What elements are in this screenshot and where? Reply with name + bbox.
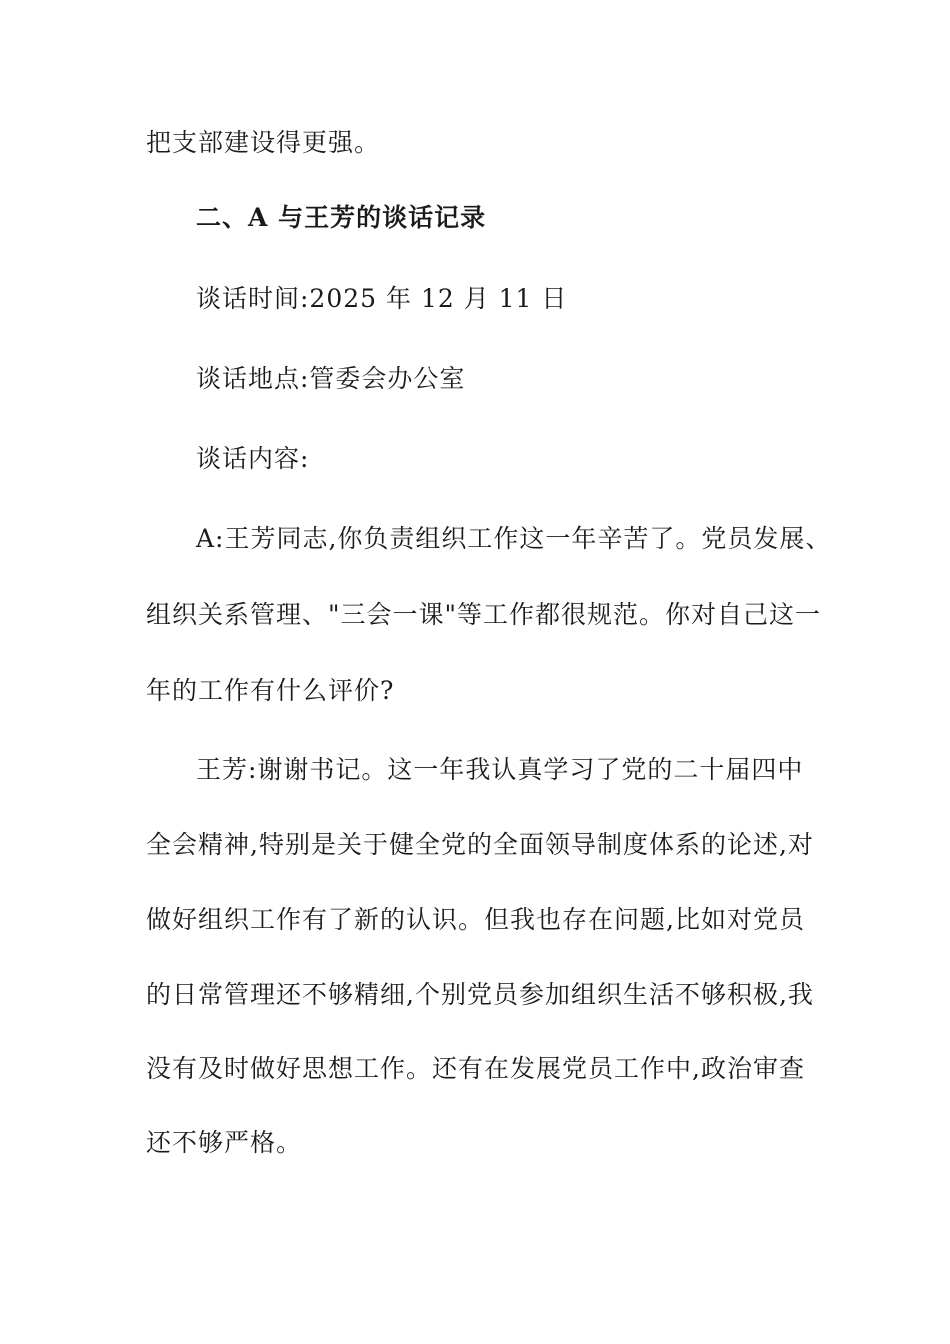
section-heading: 二、A 与王芳的谈话记录 <box>196 203 487 232</box>
paragraph-line: 组织关系管理、"三会一课"等工作都很规范。你对自己这一 <box>146 600 822 629</box>
paragraph-line: A:王芳同志,你负责组织工作这一年辛苦了。党员发展、 <box>196 524 832 553</box>
continuation-text: 把支部建设得更强。 <box>146 128 381 157</box>
paragraph-line: 王芳:谢谢书记。这一年我认真学习了党的二十届四中 <box>196 755 804 784</box>
meeting-time: 谈话时间:2025 年 12 月 11 日 <box>196 284 568 313</box>
paragraph-line: 的日常管理还不够精细,个别党员参加组织生活不够积极,我 <box>146 980 814 1009</box>
paragraph-line: 年的工作有什么评价? <box>146 676 395 705</box>
content-label: 谈话内容: <box>196 444 310 473</box>
paragraph-line: 全会精神,特别是关于健全党的全面领导制度体系的论述,对 <box>146 830 814 859</box>
paragraph-line: 还不够严格。 <box>146 1128 303 1157</box>
paragraph-line: 做好组织工作有了新的认识。但我也存在问题,比如对党员 <box>146 905 805 934</box>
meeting-place: 谈话地点:管委会办公室 <box>196 364 466 393</box>
paragraph-line: 没有及时做好思想工作。还有在发展党员工作中,政治审查 <box>146 1054 805 1083</box>
